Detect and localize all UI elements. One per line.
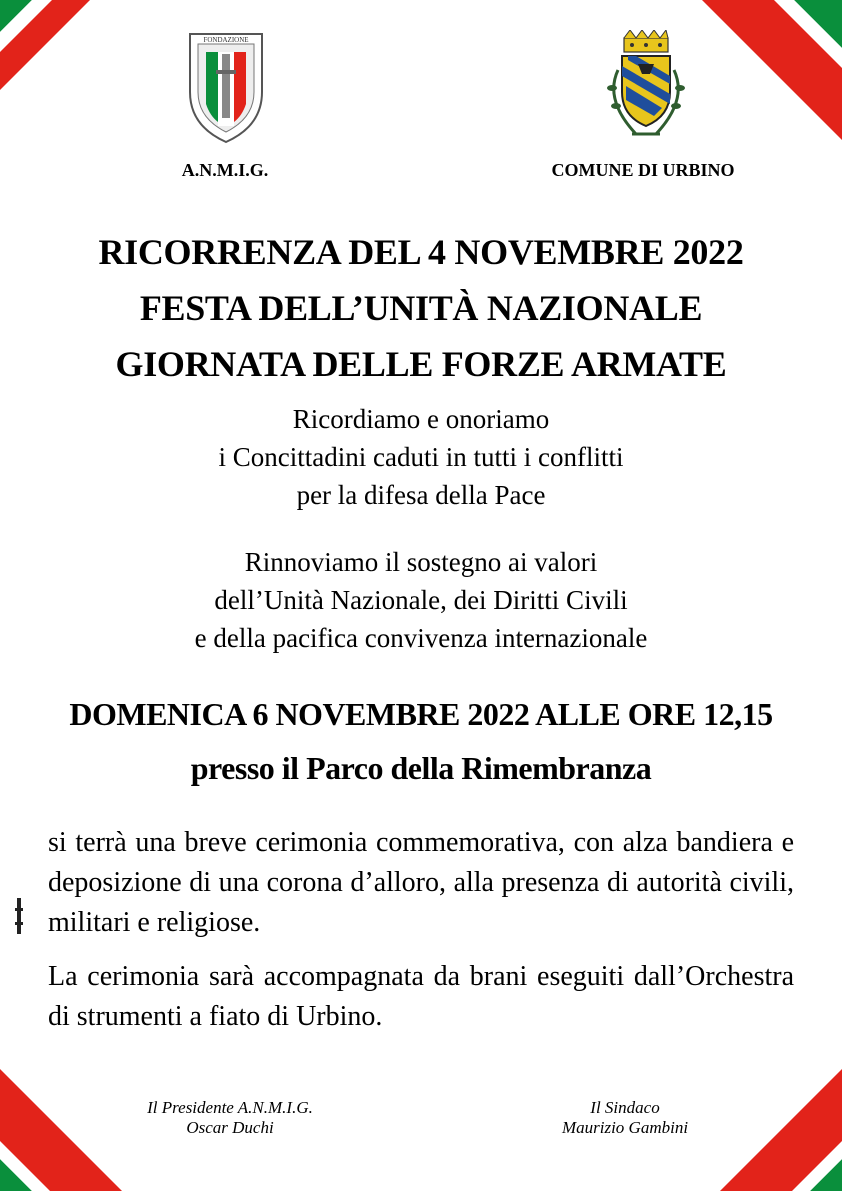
president-role: Il Presidente A.N.M.I.G.	[147, 1098, 313, 1117]
svg-text:FONDAZIONE: FONDAZIONE	[203, 36, 249, 44]
orchestra-description	[48, 957, 794, 1037]
title-line-2: FESTA DELL’UNITÀ NAZIONALE	[139, 288, 703, 328]
president-name: Oscar Duchi	[186, 1118, 274, 1137]
values-line-3: e della pacifica convivenza internazionale	[194, 623, 648, 653]
event-place: presso il Parco della Rimembranza	[190, 750, 652, 786]
urbino-coat-of-arms	[596, 30, 696, 148]
mayor-name: Maurizio Gambini	[561, 1118, 689, 1137]
remembrance-line-1: Ricordiamo e onoriamo	[292, 404, 550, 434]
orchestra-text: La cerimonia sarà accompagnata da brani eseguiti dall’Orchestra di strumenti a fiato di Urbino.	[48, 961, 794, 1032]
anmig-shield-logo	[186, 30, 266, 145]
tricolor-corner-top-right	[692, 0, 842, 150]
anmig-label: A.N.M.I.G.	[181, 160, 269, 180]
comune-label: COMUNE DI URBINO	[551, 160, 735, 180]
margin-mark-icon	[15, 898, 23, 934]
ceremony-description	[48, 823, 794, 943]
event-date: DOMENICA 6 NOVEMBRE 2022 ALLE ORE 12,15	[69, 696, 773, 732]
ceremony-text: si terrà una breve cerimonia commemorativa, con alza bandiera e deposizione di una corona d’alloro, alla presenza di autorità civili, militari e religiose.	[48, 827, 794, 938]
tricolor-corner-top-left	[0, 0, 150, 150]
mayor-role: Il Sindaco	[590, 1098, 660, 1117]
signature-mayor	[520, 1098, 730, 1138]
values-line-1: Rinnoviamo il sostegno ai valori	[244, 547, 598, 577]
values-paragraph	[40, 543, 802, 657]
values-line-2: dell’Unità Nazionale, dei Diritti Civili	[214, 585, 628, 615]
title-line-3: GIORNATA DELLE FORZE ARMATE	[115, 344, 727, 384]
remembrance-line-2: i Concittadini caduti in tutti i conflitti	[218, 442, 624, 472]
title-line-1: RICORRENZA DEL 4 NOVEMBRE 2022	[98, 232, 744, 272]
remembrance-paragraph	[40, 400, 802, 514]
remembrance-line-3: per la difesa della Pace	[296, 480, 546, 510]
main-title	[40, 224, 802, 392]
signature-president	[110, 1098, 350, 1138]
